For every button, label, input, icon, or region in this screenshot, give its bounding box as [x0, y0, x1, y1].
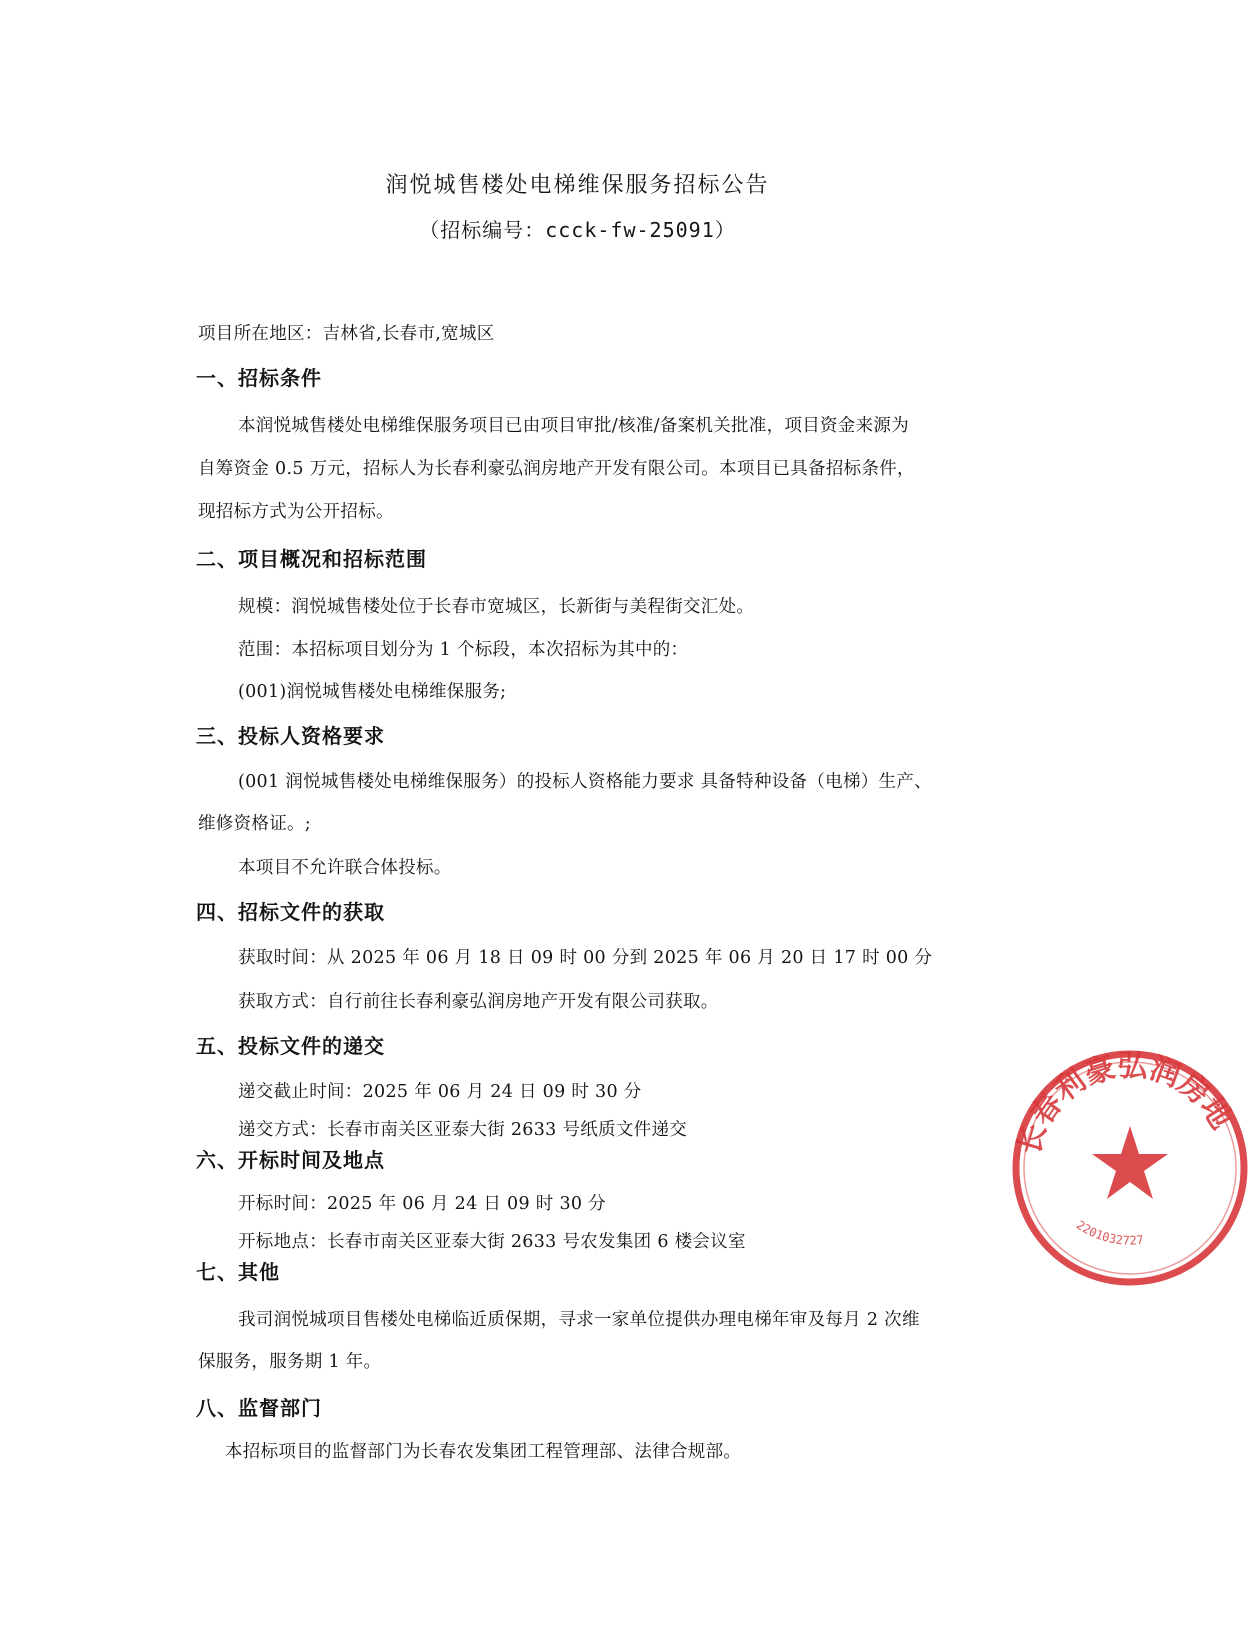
section-heading-2: 二、项目概况和招标范围: [196, 547, 427, 571]
tender-number: （招标编号：ccck-fw-25091）: [419, 218, 736, 242]
opening-place: 开标地点：长春市南关区亚泰大街 2633 号农发集团 6 楼会议室: [238, 1232, 746, 1252]
obtain-method: 获取方式：自行前往长春利豪弘润房地产开发有限公司获取。: [238, 992, 719, 1012]
page-title: 润悦城售楼处电梯维保服务招标公告: [385, 173, 770, 198]
section-1-paragraph-line: 本润悦城售楼处电梯维保服务项目已由项目审批/核准/备案机关批准，项目资金来源为: [238, 416, 909, 436]
company-seal: [1010, 1048, 1250, 1288]
seal-company-name: 长春利豪弘润房地: [1011, 1048, 1239, 1159]
project-scope: 范围：本招标项目划分为 1 个标段，本次招标为其中的：: [238, 640, 689, 660]
submission-method: 递交方式：长春市南关区亚泰大街 2633 号纸质文件递交: [238, 1120, 688, 1140]
section-heading-8: 八、监督部门: [196, 1396, 322, 1420]
obtain-time: 获取时间：从 2025 年 06 月 18 日 09 时 00 分到 2025 年 06 月 20 日 17 时 00 分: [238, 948, 933, 968]
qualification-line: 维修资格证。;: [198, 814, 311, 834]
other-note-line: 保服务，服务期 1 年。: [198, 1352, 382, 1372]
qualification-line: (001 润悦城售楼处电梯维保服务）的投标人资格能力要求 具备特种设备（电梯）生产、: [238, 772, 932, 792]
consortium-note: 本项目不允许联合体投标。: [238, 858, 452, 878]
section-heading-7: 七、其他: [196, 1260, 280, 1284]
supervision-department: 本招标项目的监督部门为长春农发集团工程管理部、法律合规部。: [225, 1442, 742, 1462]
seal-code: 2201032727: [1073, 1217, 1145, 1248]
section-1-paragraph-line: 现招标方式为公开招标。: [198, 502, 394, 522]
section-heading-5: 五、投标文件的递交: [196, 1034, 385, 1058]
project-lot: (001)润悦城售楼处电梯维保服务;: [238, 682, 507, 702]
other-note-line: 我司润悦城项目售楼处电梯临近质保期，寻求一家单位提供办理电梯年审及每月 2 次维: [238, 1310, 920, 1330]
submission-deadline: 递交截止时间：2025 年 06 月 24 日 09 时 30 分: [238, 1082, 642, 1102]
section-1-paragraph-line: 自筹资金 0.5 万元，招标人为长春利豪弘润房地产开发有限公司。本项目已具备招标条件，: [198, 459, 915, 479]
opening-time: 开标时间：2025 年 06 月 24 日 09 时 30 分: [238, 1194, 606, 1214]
project-region: 项目所在地区：吉林省,长春市,宽城区: [198, 324, 495, 344]
section-heading-4: 四、招标文件的获取: [196, 900, 385, 924]
seal-star-icon: [1092, 1126, 1168, 1199]
project-scale: 规模：润悦城售楼处位于长春市宽城区，长新街与美程街交汇处。: [238, 597, 755, 617]
section-heading-3: 三、投标人资格要求: [196, 724, 385, 748]
section-heading-1: 一、招标条件: [196, 366, 322, 390]
section-heading-6: 六、开标时间及地点: [196, 1148, 385, 1172]
